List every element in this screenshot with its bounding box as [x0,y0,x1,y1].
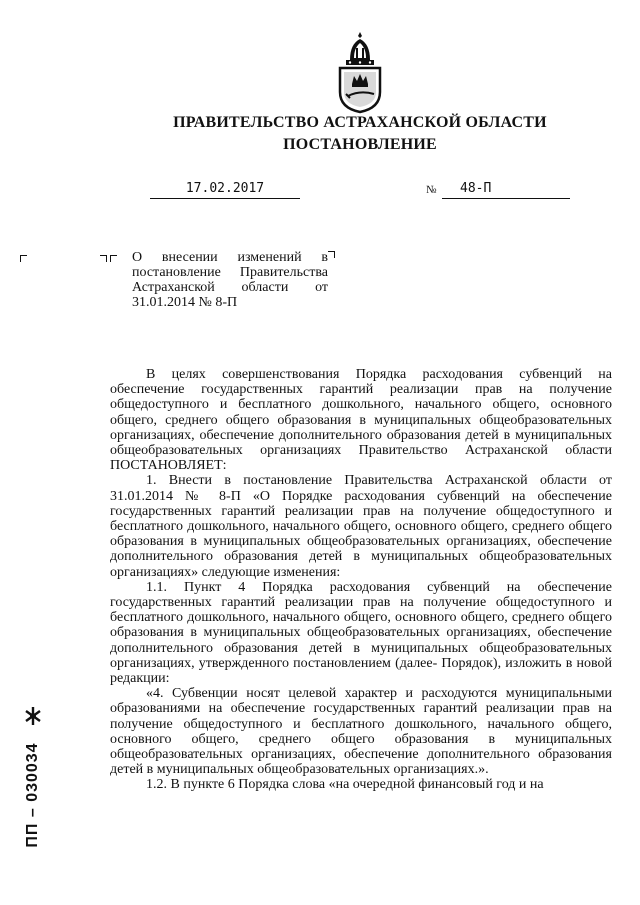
paragraph-1: 1. Внести в постановление Правительства Астраханской области от 31.01.2014 № 8-П «О Порядке расходования субвенций на обеспечение государственных гарантий реализации прав на получение общедоступного и бесплатного дошкольного, начального общего, основного общего, среднего общего образования в муниципальных общеобразовательных организациях, обеспечение дополнительного образования детей в муниципальных общеобразовательных организациях» следующие изменения: [110,473,612,580]
document-header [0,112,640,156]
document-number: 48-П [442,181,570,199]
document-body [110,367,612,793]
government-name: ПРАВИТЕЛЬСТВО АСТРАХАНСКОЙ ОБЛАСТИ [173,114,547,131]
number-sign: № [426,184,437,196]
document-type: ПОСТАНОВЛЕНИЕ [283,136,437,153]
corner-bracket-mark [20,255,27,262]
document-date: 17.02.2017 [150,181,300,199]
paragraph-1-1: 1.1. Пункт 4 Порядка расходования субвенций на обеспечение государственных гарантий реализации прав на получение общедоступного и бесплатного дошкольного, начального общего, основного общего, среднего общего образования в муниципальных общеобразовательных организациях, обеспечение дополнительного образования детей в муниципальных общеобразовательных организациях, утвержденного постановлением (далее- Порядок), изложить в новой редакции: [110,579,612,687]
preamble-paragraph: В целях совершенствования Порядка расходования субвенций на обеспечение государственных гарантий реализации прав на получение общедоступного и бесплатного дошкольного, начального общего, основного общего, среднего общего образования в муниципальных общеобразовательных организациях, обеспечение дополнительного образования детей в муниципальных общеобразовательных организациях Правительство Астраханской области ПОСТАНОВЛЯЕТ: [110,367,612,474]
quoted-paragraph: «4. Субвенции носят целевой характер и расходуются муниципальными образованиями на обеспечение государственных гарантий реализации прав на получение общедоступного и бесплатного дошкольного, начального общего, основного общего, среднего общего образования в муниципальных общеобразовательных организациях, обеспечение дополнительного образования детей в муниципальных общеобразовательных организациях.». [110,686,612,778]
asterisk-stamp-icon [24,705,42,727]
astrakhan-coat-of-arms-icon [334,30,386,114]
serial-number-text: ПП – 030034 [24,742,41,848]
corner-bracket-mark [110,255,117,262]
corner-bracket-mark [100,255,107,262]
document-subject: О внесении изменений в постановление Правительства Астраханской области от 31.01.2014 № 8-П [132,250,328,310]
corner-bracket-mark [328,251,335,258]
paragraph-1-2: 1.2. В пункте 6 Порядка слова «на очередной финансовый год и на [146,777,544,793]
